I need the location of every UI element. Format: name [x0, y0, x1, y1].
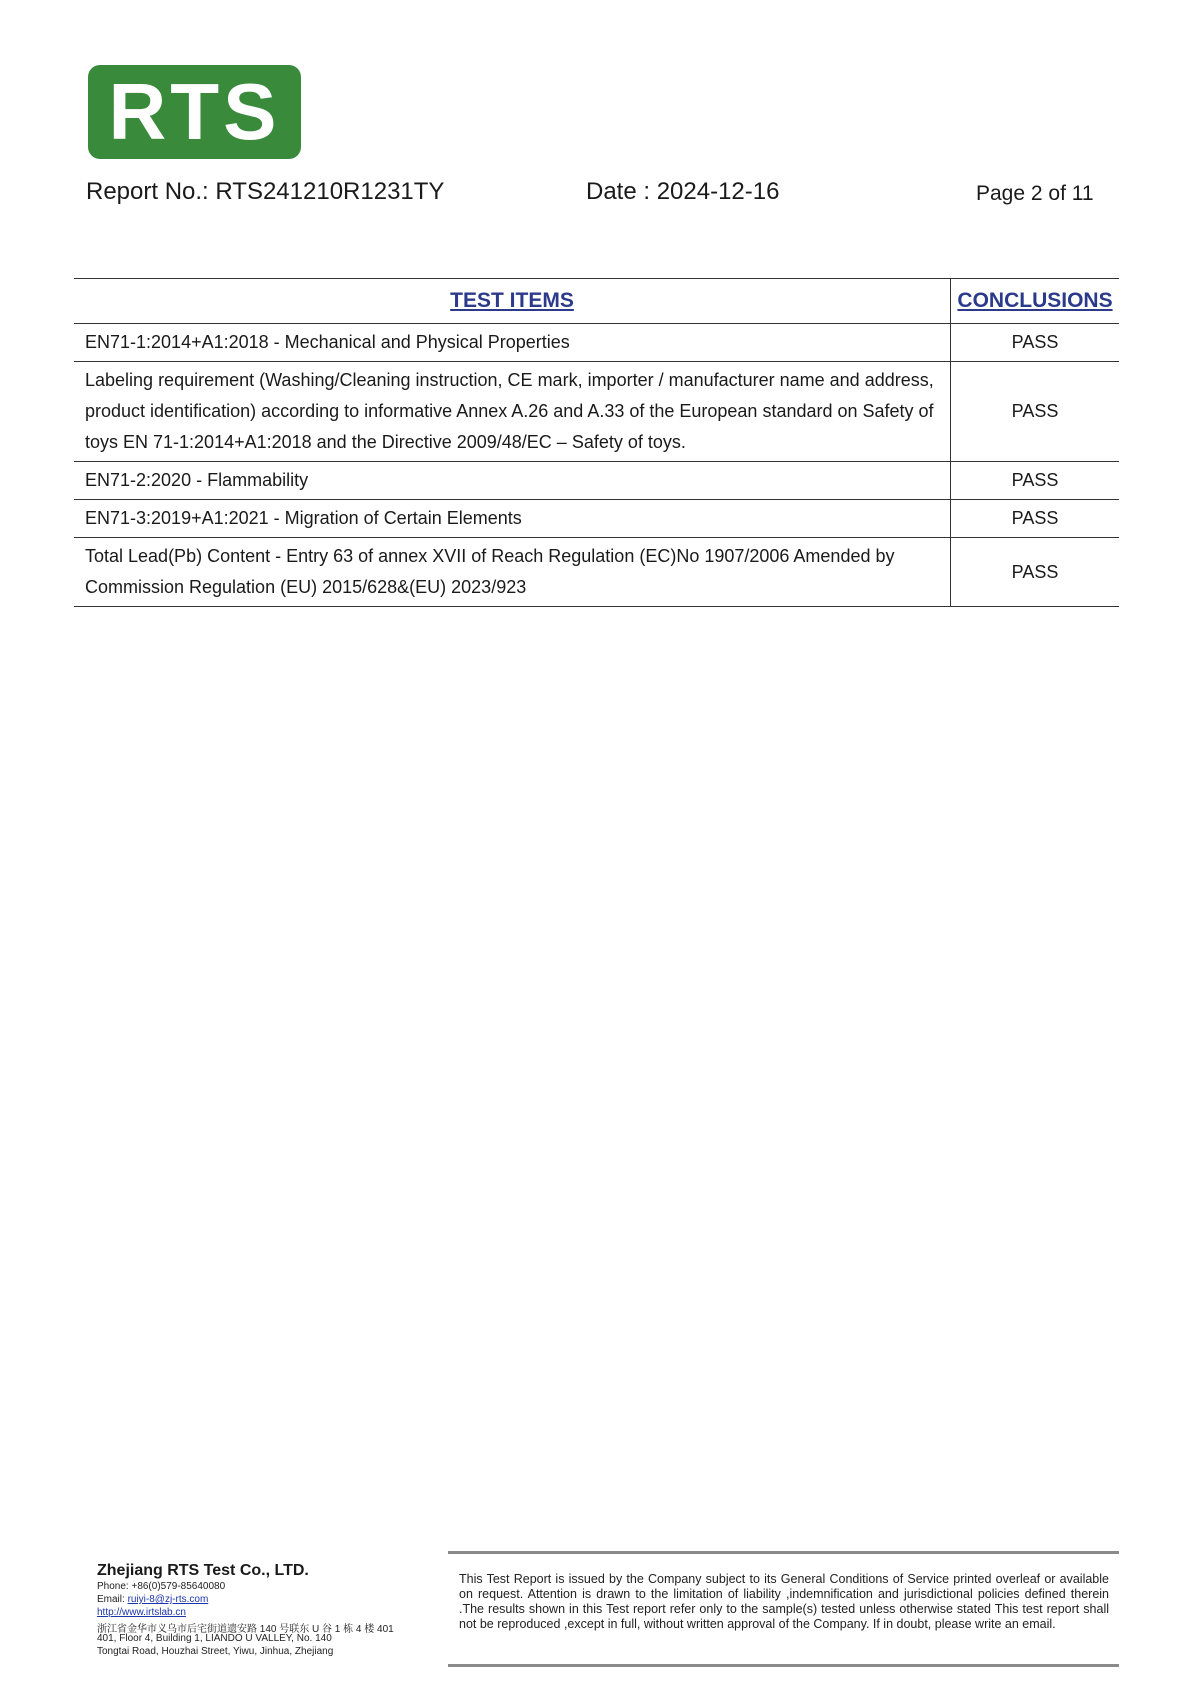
- rts-logo: [88, 65, 301, 159]
- footer-address-cn: 浙江省金华市义乌市后宅街道遗安路 140 号联东 U 谷 1 栋 4 楼 401: [97, 1624, 394, 1635]
- footer-website-line: [97, 1607, 186, 1618]
- test-item-cell: EN71-2:2020 - Flammability: [74, 462, 951, 500]
- footer-address-en-1: 401, Floor 4, Building 1, LIANDO U VALLEY, No. 140: [97, 1633, 332, 1644]
- table-row: [74, 538, 1119, 607]
- table-header-row: [74, 279, 1119, 324]
- footer-divider-top: [448, 1551, 1119, 1554]
- conclusion-cell: PASS: [951, 538, 1120, 607]
- conclusions-header: CONCLUSIONS: [951, 279, 1120, 324]
- conclusion-cell: PASS: [951, 324, 1120, 362]
- table-row: [74, 462, 1119, 500]
- conclusion-cell: PASS: [951, 500, 1120, 538]
- report-date: Date : 2024-12-16: [586, 178, 780, 205]
- table-row: [74, 362, 1119, 462]
- test-item-cell: Labeling requirement (Washing/Cleaning instruction, CE mark, importer / manufacturer name and address, product identification) according to informative Annex A.26 and A.33 of the European standard on Safety of toys EN 71-1:2014+A1:2018 and the Directive 2009/48/EC – Safety of toys.: [74, 362, 951, 462]
- footer-email-link[interactable]: ruiyi-8@zj-rts.com: [127, 1594, 209, 1605]
- rts-logo-text: RTS: [108, 67, 281, 156]
- footer-company-name: Zhejiang RTS Test Co., LTD.: [97, 1562, 309, 1579]
- conclusion-cell: PASS: [951, 362, 1120, 462]
- test-items-table: [74, 278, 1119, 607]
- footer-phone: Phone: +86(0)579-85640080: [97, 1581, 226, 1592]
- page-indicator: Page 2 of 11: [976, 182, 1094, 205]
- conclusion-cell: PASS: [951, 462, 1120, 500]
- test-item-cell: EN71-3:2019+A1:2021 - Migration of Certain Elements: [74, 500, 951, 538]
- test-item-cell: Total Lead(Pb) Content - Entry 63 of annex XVII of Reach Regulation (EC)No 1907/2006 Amended by Commission Regulation (EU) 2015/628&(EU) 2023/923: [74, 538, 951, 607]
- footer-address-en-2: Tongtai Road, Houzhai Street, Yiwu, Jinhua, Zhejiang: [97, 1646, 334, 1657]
- table-row: [74, 324, 1119, 362]
- test-items-header: TEST ITEMS: [74, 279, 951, 324]
- footer-email-label: Email:: [97, 1594, 128, 1605]
- footer-website-link[interactable]: http://www.irtslab.cn: [97, 1607, 186, 1618]
- footer-divider-bottom: [448, 1664, 1119, 1667]
- footer-email-line: [97, 1594, 208, 1605]
- table-row: [74, 500, 1119, 538]
- test-item-cell: EN71-1:2014+A1:2018 - Mechanical and Physical Properties: [74, 324, 951, 362]
- footer-disclaimer: This Test Report is issued by the Company subject to its General Conditions of Service printed overleaf or available on request. Attention is drawn to the limitation of liability ,indemnification and jurisdictional policies defined therein .The results shown in this Test report refer only to the sample(s) tested unless otherwise stated This test report shall not be reproduced ,except in full, without written approval of the Company. If in doubt, please write an email.: [459, 1572, 1109, 1631]
- report-number: Report No.: RTS241210R1231TY: [86, 178, 445, 205]
